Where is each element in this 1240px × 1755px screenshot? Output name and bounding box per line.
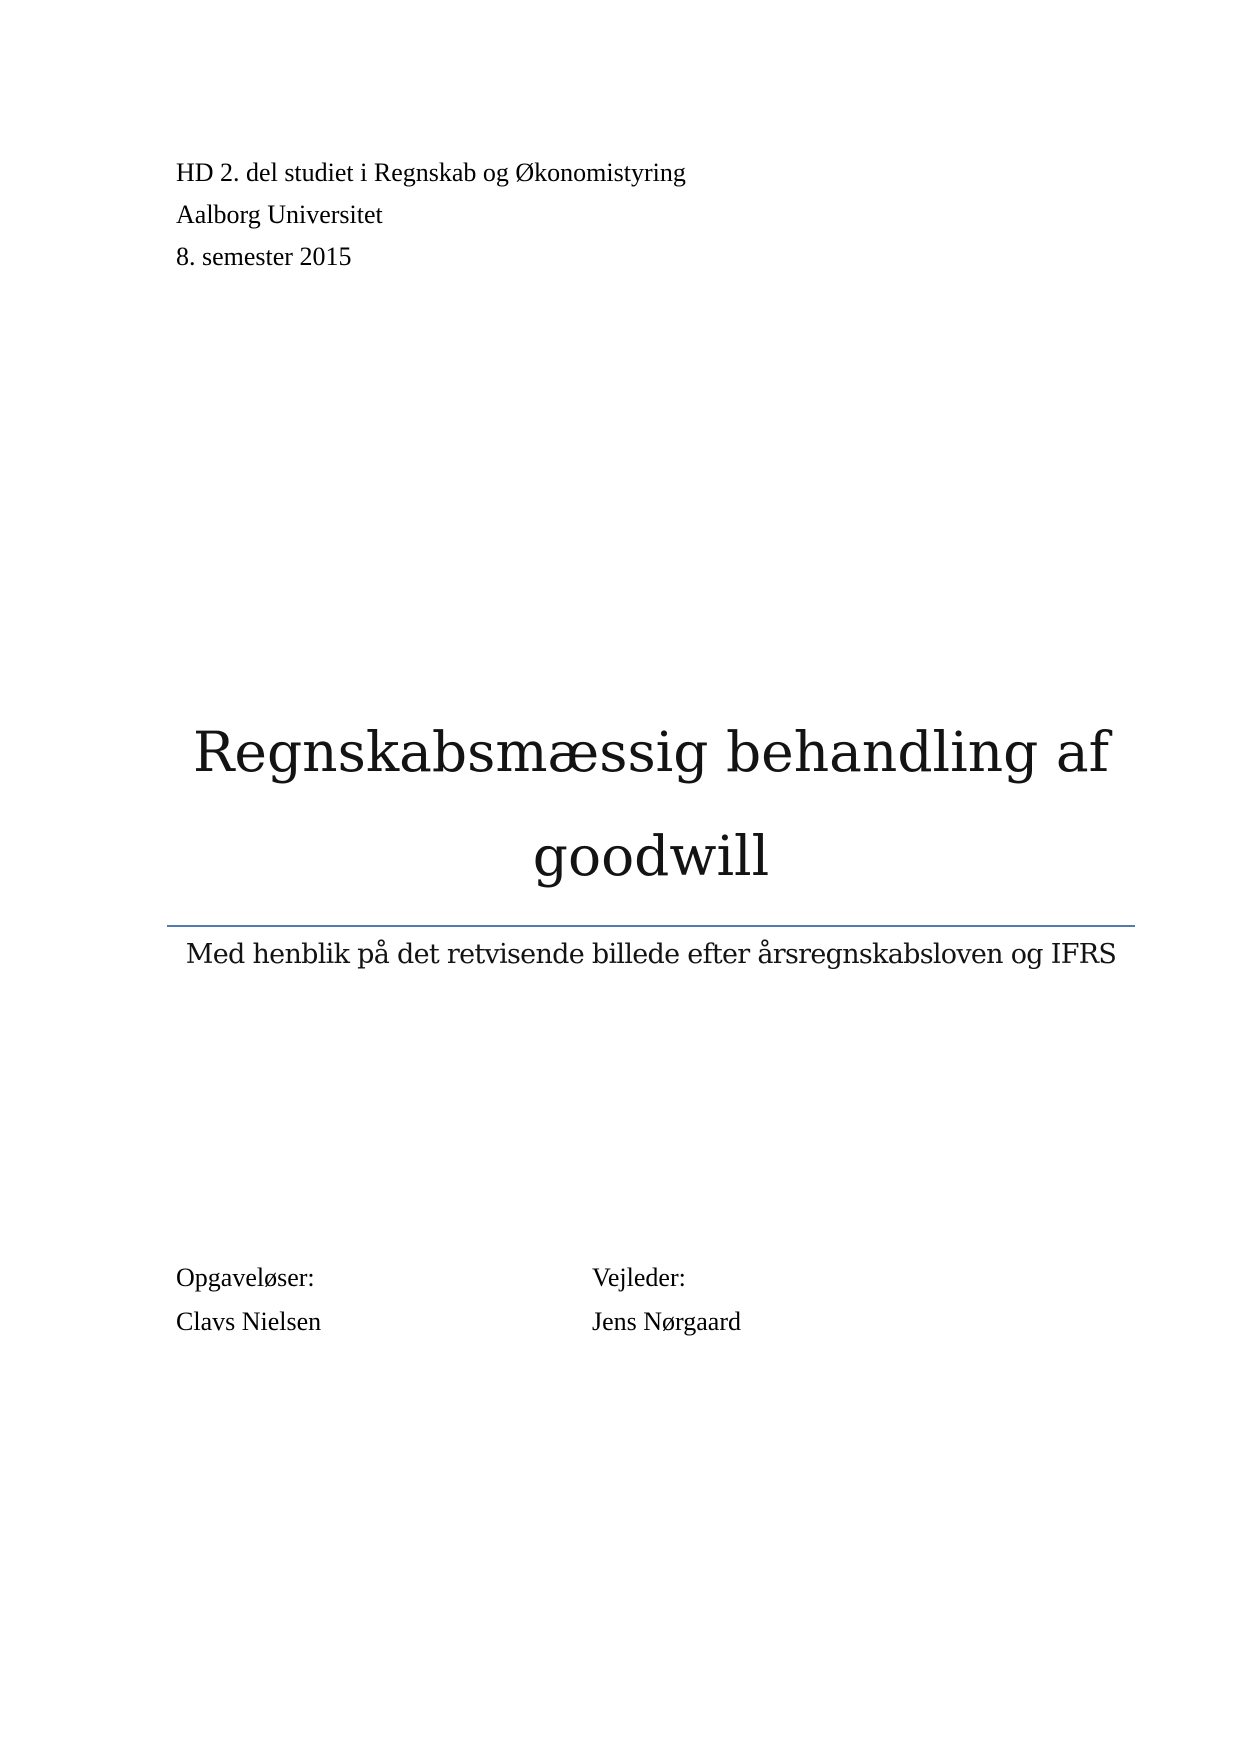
course-info-line-2: Aalborg Universitet xyxy=(176,200,383,229)
title-divider-rule xyxy=(167,925,1135,927)
supervisor-block xyxy=(592,1256,741,1344)
document-subtitle: Med henblik på det retvisende billede efter årsregnskabsloven og IFRS xyxy=(185,939,1117,970)
course-info-block xyxy=(176,152,686,278)
title-line-2: goodwill xyxy=(532,824,770,888)
author-block xyxy=(176,1256,321,1344)
title-block xyxy=(167,700,1135,908)
document-title xyxy=(167,700,1135,908)
supervisor-label: Vejleder: xyxy=(592,1263,686,1292)
course-info-line-3: 8. semester 2015 xyxy=(176,242,352,271)
title-line-1: Regnskabsmæssig behandling af xyxy=(193,720,1109,784)
supervisor-name: Jens Nørgaard xyxy=(592,1307,741,1336)
author-label: Opgaveløser: xyxy=(176,1263,315,1292)
author-name: Clavs Nielsen xyxy=(176,1307,322,1336)
course-info-line-1: HD 2. del studiet i Regnskab og Økonomistyring xyxy=(176,158,686,187)
